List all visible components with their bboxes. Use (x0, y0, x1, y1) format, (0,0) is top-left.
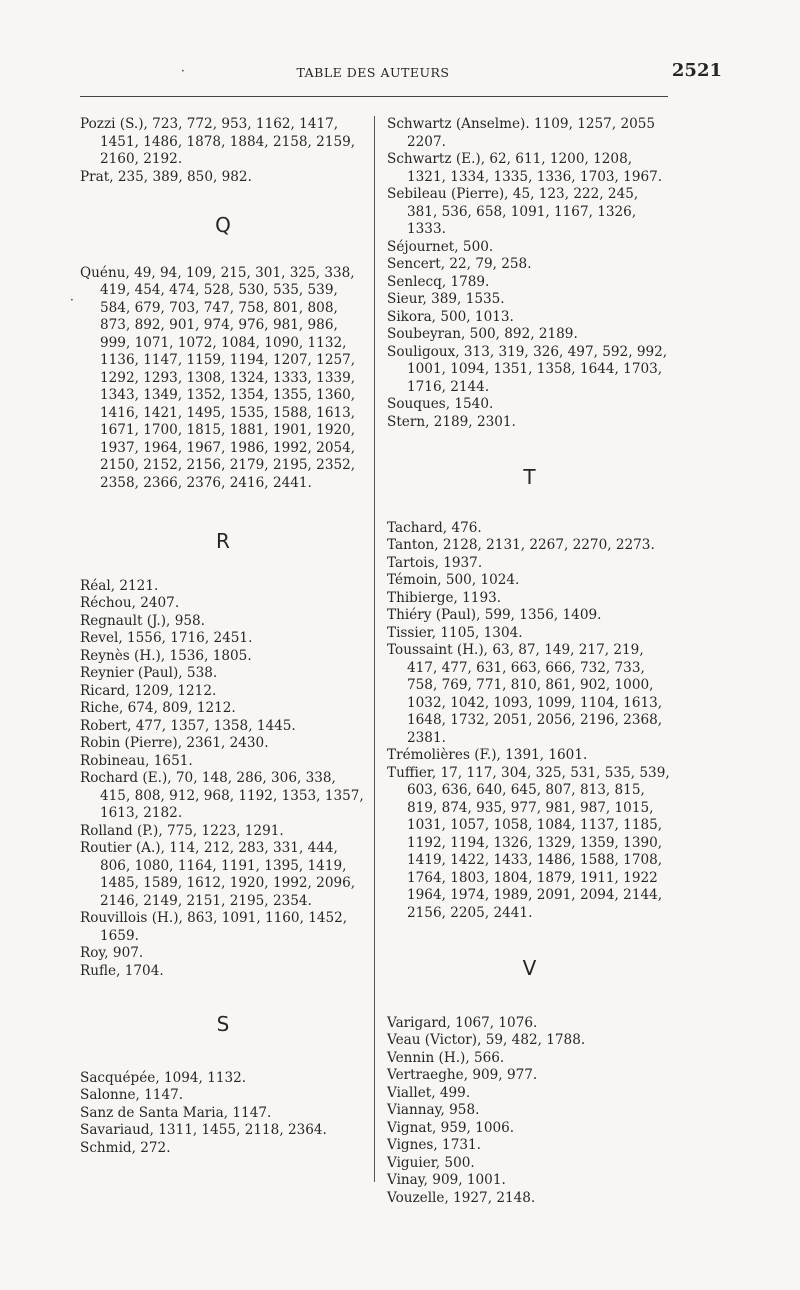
page-header (78, 60, 722, 84)
left-top-entries (80, 116, 366, 186)
s-entries-right (387, 116, 672, 431)
s-entries-left (80, 1070, 366, 1158)
index-entry: Vignes, 1731. (387, 1137, 481, 1153)
section-letter-t: T (523, 465, 536, 489)
index-entry: Tuffier, 17, 117, 304, 325, 531, 535, 539, 603, 636, 640, 645, 807, 813, 815, 819, 874, 935, 977, 981, 987, 1015, 1031, 1057, 1058, 1084, 1137, 1185, 1192, 1194, 1326, 1329, 1359, 1390, 1419, 1422, 1433, 1486, 1588, 1708, 1764, 1803, 1804, 1879, 1911, 1922 1964, 1974, 1989, 2091, 2094, 2144, 2156, 2205, 2441. (387, 764, 670, 921)
index-entry: Varigard, 1067, 1076. (387, 1014, 538, 1031)
index-entry: Réal, 2121. (80, 577, 159, 594)
index-entry: Vennin (H.), 566. (387, 1049, 505, 1066)
index-entry: Thibierge, 1193. (387, 589, 502, 606)
index-entry: Prat, 235, 389, 850, 982. (80, 168, 252, 185)
index-entry: Viannay, 958. (387, 1102, 480, 1118)
left-column (80, 116, 366, 1157)
index-entry: Toussaint (H.), 63, 87, 149, 217, 219, 417, 477, 631, 663, 666, 732, 733, 758, 769, 771, 810, 861, 902, 1000, 1032, 1042, 1093, 1099, 1104, 1613, 1648, 1732, 2051, 2056, 2196, 2368, 2381. (387, 642, 663, 746)
index-entry: Pozzi (S.), 723, 772, 953, 1162, 1417, 1451, 1486, 1878, 1884, 2158, 2159, 2160, 2192. (80, 116, 356, 167)
index-entry: Tachard, 476. (387, 519, 482, 536)
v-entries (387, 1015, 672, 1208)
index-entry: Souques, 1540. (387, 396, 494, 412)
index-entry: Schmid, 272. (80, 1139, 171, 1156)
index-entry: Tissier, 1105, 1304. (387, 624, 523, 641)
index-entry: Sencert, 22, 79, 258. (387, 256, 532, 272)
index-entry: Roy, 907. (80, 945, 144, 961)
index-entry: Riche, 674, 809, 1212. (80, 700, 236, 716)
index-entry: Séjournet, 500. (387, 238, 494, 255)
index-entry: Veau (Victor), 59, 482, 1788. (387, 1032, 586, 1048)
index-entry: Rouvillois (H.), 863, 1091, 1160, 1452, 1659. (80, 910, 348, 944)
index-entry: Sikora, 500, 1013. (387, 308, 514, 325)
section-letter-s: S (216, 1012, 230, 1036)
index-entry: Savariaud, 1311, 1455, 2118, 2364. (80, 1122, 327, 1138)
index-entry: Routier (A.), 114, 212, 283, 331, 444, 806, 1080, 1164, 1191, 1395, 1419, 1485, 1589, 1612, 1920, 1992, 2096, 2146, 2149, 2151, 2195, 2354. (80, 840, 356, 909)
index-entry: Salonne, 1147. (80, 1087, 184, 1103)
page-number: 2521 (671, 60, 722, 81)
index-entry: Trémolières (F.), 1391, 1601. (387, 747, 588, 763)
index-entry: Vignat, 959, 1006. (387, 1119, 515, 1136)
index-entry: Sacquépée, 1094, 1132. (80, 1069, 247, 1086)
running-title: TABLE DES AUTEURS (296, 65, 450, 80)
index-entry: Sieur, 389, 1535. (387, 291, 505, 307)
index-entry: Ricard, 1209, 1212. (80, 682, 217, 699)
index-entry: Viallet, 499. (387, 1084, 471, 1101)
index-entry: Rochard (E.), 70, 148, 286, 306, 338, 415, 808, 912, 968, 1192, 1353, 1357, 1613, 2182. (80, 770, 364, 821)
index-entry: Regnault (J.), 958. (80, 612, 205, 629)
index-entry: Tanton, 2128, 2131, 2267, 2270, 2273. (387, 537, 655, 553)
index-entry: Réchou, 2407. (80, 595, 180, 611)
r-entries (80, 578, 366, 981)
index-entry: Rolland (P.), 775, 1223, 1291. (80, 822, 284, 839)
index-entry: Stern, 2189, 2301. (387, 413, 516, 430)
header-rule (80, 96, 668, 97)
index-entry: Robert, 477, 1357, 1358, 1445. (80, 717, 296, 734)
index-entry: Reynier (Paul), 538. (80, 665, 218, 681)
t-entries (387, 520, 672, 923)
section-letter-r: R (216, 529, 230, 553)
index-entry: Témoin, 500, 1024. (387, 572, 520, 588)
index-entry: Sebileau (Pierre), 45, 123, 222, 245, 381, 536, 658, 1091, 1167, 1326, 1333. (387, 186, 639, 237)
right-column (387, 116, 672, 1207)
index-entry: Thiéry (Paul), 599, 1356, 1409. (387, 607, 602, 623)
index-entry: Robin (Pierre), 2361, 2430. (80, 735, 269, 751)
index-entry: Sanz de Santa Maria, 1147. (80, 1104, 272, 1121)
header-dot: · (181, 64, 185, 78)
index-entry: Vinay, 909, 1001. (387, 1172, 506, 1188)
index-entry: Quénu, 49, 94, 109, 215, 301, 325, 338, 419, 454, 474, 528, 530, 535, 539, 584, 679, 703, 747, 758, 801, 808, 873, 892, 901, 974, 976, 981, 986, 999, 1071, 1072, 1084, 1090, 1132, 1136, 1147, 1159, 1194, 1207, 1257, 1292, 1293, 1308, 1324, 1333, 1339, 1343, 1349, 1352, 1354, 1355, 1360, 1416, 1421, 1495, 1535, 1588, 1613, 1671, 1700, 1815, 1881, 1901, 1920, 1937, 1964, 1967, 1986, 1992, 2054, 2150, 2152, 2156, 2179, 2195, 2352, 2358, 2366, 2376, 2416, 2441. (80, 264, 356, 491)
index-entry: Tartois, 1937. (387, 554, 483, 571)
index-entry: Vouzelle, 1927, 2148. (387, 1189, 536, 1206)
index-entry: Souligoux, 313, 319, 326, 497, 592, 992, 1001, 1094, 1351, 1358, 1644, 1703, 1716, 2144. (387, 343, 668, 395)
index-entry: Schwartz (Anselme). 1109, 1257, 2055 2207. (387, 116, 656, 150)
index-entry: Soubeyran, 500, 892, 2189. (387, 326, 578, 342)
margin-bullet: · (70, 293, 74, 307)
section-letter-q: Q (215, 213, 231, 237)
index-entry: Robineau, 1651. (80, 752, 193, 769)
index-entry: Vertraeghe, 909, 977. (387, 1067, 538, 1083)
column-divider (374, 116, 375, 1182)
index-entry: Senlecq, 1789. (387, 273, 490, 290)
q-entries (80, 265, 366, 493)
index-entry: Rufle, 1704. (80, 962, 164, 979)
index-entry: Revel, 1556, 1716, 2451. (80, 630, 253, 646)
section-letter-v: V (522, 956, 537, 980)
index-entry: Viguier, 500. (387, 1154, 475, 1171)
index-entry: Schwartz (E.), 62, 611, 1200, 1208, 1321, 1334, 1335, 1336, 1703, 1967. (387, 151, 663, 185)
index-entry: Reynès (H.), 1536, 1805. (80, 647, 252, 664)
